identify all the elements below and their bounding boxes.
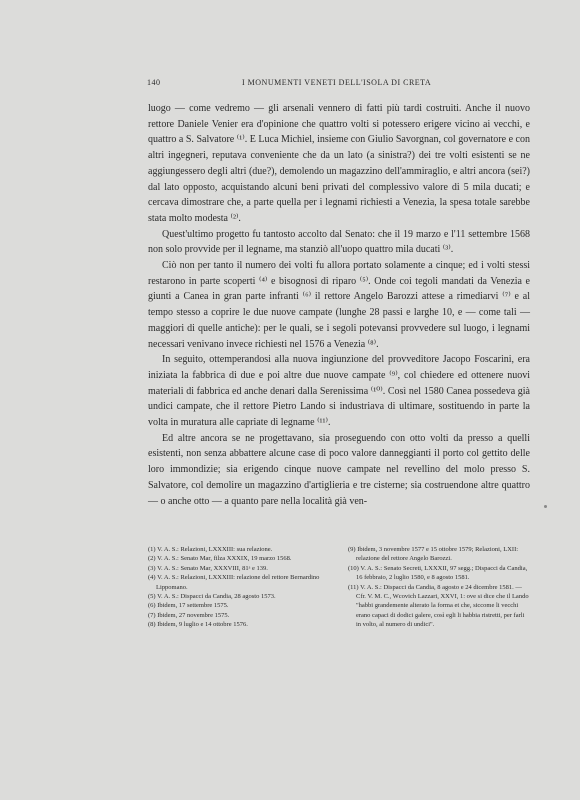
footnote-2: (2) V. A. S.: Senato Mar, filza XXXIX, 19 marzo 1568. bbox=[148, 555, 292, 563]
footnotes-left-column bbox=[148, 545, 330, 630]
page-number: 140 bbox=[147, 78, 161, 87]
paragraph-4: In seguito, ottemperandosi alla nuova ingiunzione del provveditore Jacopo Foscarini, era iniziata la fabbrica di due e poi altre due nuove campate ⁽⁹⁾, col chiedere ed ottenere nuovi materiali di fabbrica ed anche denari dalla Serenissima ⁽¹⁰⁾. Così nel 1580 Canea possedeva già undici campate, che il rettore Pietro Lando si industriava di ultimare, sostituendo in parte la volta in muratura alle capriate di legname ⁽¹¹⁾. bbox=[148, 354, 530, 429]
footnotes bbox=[148, 545, 530, 630]
main-text bbox=[148, 101, 530, 509]
footnote-6: (6) Ibidem, 17 settembre 1575. bbox=[148, 602, 229, 610]
paragraph-2: Quest'ultimo progetto fu tantosto accolto dal Senato: che il 19 marzo e l'11 settembre 1568 non solo provvide per il legname, ma stanziò all'uopo quattro mila ducati ⁽³⁾. bbox=[148, 228, 530, 256]
footnotes-right-column bbox=[348, 545, 530, 630]
footnote-8: (8) Ibidem, 9 luglio e 14 ottobre 1576. bbox=[148, 621, 248, 629]
footnote-5: (5) V. A. S.: Dispacci da Candia, 28 agosto 1573. bbox=[148, 593, 276, 601]
footnote-9: (9) Ibidem, 3 novembre 1577 e 15 ottobre 1579; Relazioni, LXII: relazione del rettore Angelo Barozzi. bbox=[348, 546, 519, 563]
footnote-7: (7) Ibidem, 27 novembre 1575. bbox=[148, 611, 230, 619]
margin-mark bbox=[544, 505, 547, 508]
footnote-10: (10) V. A. S.: Senato Secreti, LXXXII, 97 segg.; Dispacci da Candia, 16 febbraio, 2 luglio 1580, e 8 agosto 1581. bbox=[348, 564, 528, 582]
paragraph-1: luogo — come vedremo — gli arsenali vennero di fatti più tardi costruiti. Anche il nuovo rettore Daniele Venier era d'opinione che quattro volti si potessero erigere vicino ai vecchi, e quattro a S. Salvatore ⁽¹⁾. E Luca Michiel, insieme con Giulio Savorgnan, col governatore e con altri ingegneri, reputava conveniente che da un lato (a sinistra?) dei tre volti esistenti se ne aggiungessero degli altri (due?), demolendo un magazzino dell'ammiraglio, e altri ancora (sei?) dal lato opposto, acquistando alcuni beni privati del complessivo valore di 5 mila ducati; e cercava dimostrare che, a parte quella per i legnami richiesti a Venezia, la spesa totale sarebbe stata molto modesta ⁽²⁾. bbox=[148, 103, 530, 224]
footnote-3: (3) V. A. S.: Senato Mar, XXXVIII, 81ᵃ e 139. bbox=[148, 564, 268, 572]
paragraph-5: Ed altre ancora se ne progettavano, sia proseguendo con otto volti da presso a quelli esistenti, non senza abbattere alcune case di poco valore danneggianti il porto col gettito delle loro immondizie; sia erigendo cinque nuove campate nel revellino del molo presso S. Salvatore, col demolire un magazzino d'artiglieria e tre cisterne; sia costruendone altre quattro — o anche otto — a quanto pare nella località già ven- bbox=[148, 432, 530, 507]
running-title: I MONUMENTI VENETI DELL'ISOLA DI CRETA bbox=[242, 78, 432, 87]
footnote-11: (11) V. A. S.: Dispacci da Candia, 8 agosto e 24 dicembre 1581. — Cfr. V. M. C., Wcovich Lazzari, XXVI, 1: ove si dice che il Lando "habbi grandemente alterato la forma et che, siccome li vecchi erano capaci di dodici galere, così egli li habbia ristretti, per farli in volto, al numero di undici". bbox=[348, 583, 529, 629]
paragraph-3: Ciò non per tanto il numero dei volti fu allora portato solamente a cinque; ed i volti stessi restarono in parte scoperti ⁽⁴⁾ e bisognosi di riparo ⁽⁵⁾. Onde coi tegoli mandati da Venezia e giunti a Canea in gran parte infranti ⁽⁶⁾ il rettore Angelo Barozzi attese a rimediarvi ⁽⁷⁾ e al tempo stesso a coprire le due nuove campate (lunghe 28 passi e larghe 10, e — come tali — maggiori di quelle antiche): per le quali, se i segoli potevansi provvedere sul luogo, i legnami necessari venivano invece richiesti nel 1576 a Venezia ⁽⁸⁾. bbox=[148, 260, 530, 350]
footnote-4: (4) V. A. S.: Relazioni, LXXXIII: relazione del rettore Bernardino Lippomano. bbox=[148, 574, 320, 591]
footnote-1: (1) V. A. S.: Relazioni, LXXXIII: sua relazione. bbox=[148, 546, 273, 553]
